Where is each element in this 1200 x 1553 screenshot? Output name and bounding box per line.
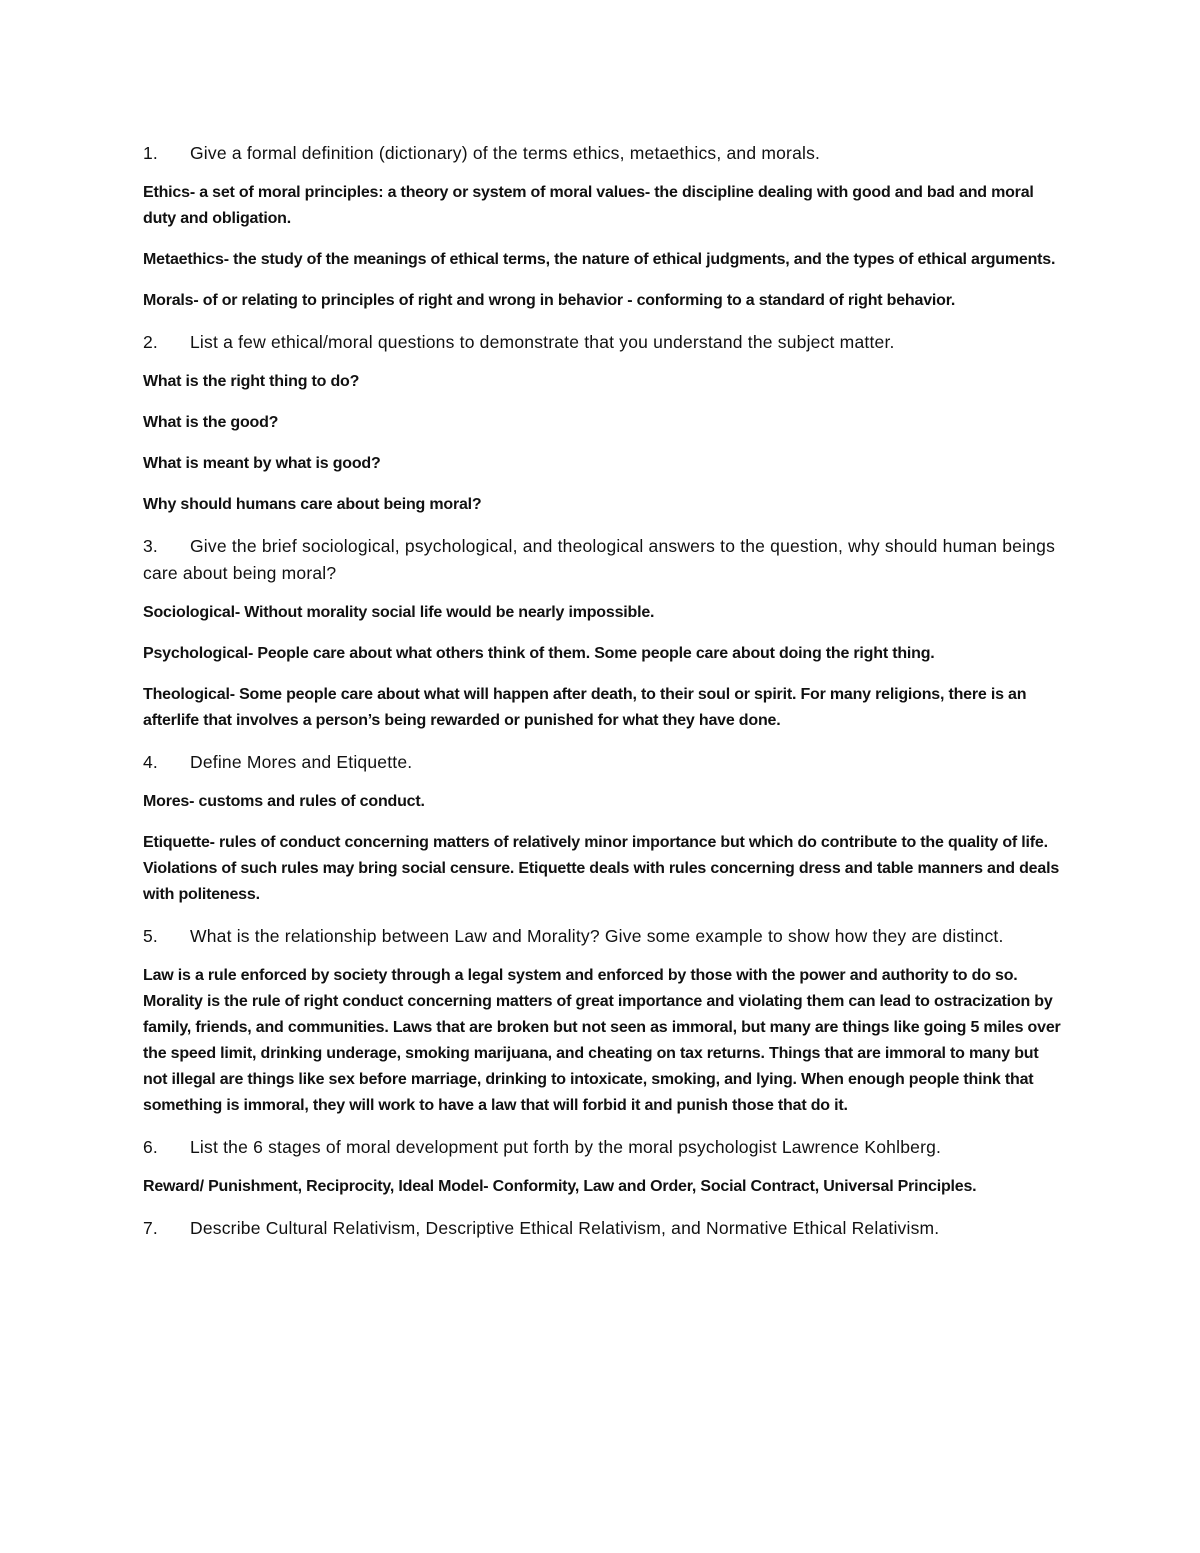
question-text: Define Mores and Etiquette. xyxy=(190,752,413,772)
answer-kohlberg-stages: Reward/ Punishment, Reciprocity, Ideal Model- Conformity, Law and Order, Social Contract, Universal Principles. xyxy=(143,1178,977,1195)
question-text: Give a formal definition (dictionary) of the terms ethics, metaethics, and morals. xyxy=(190,143,821,163)
question-number: 7. xyxy=(143,1218,158,1238)
question-3 xyxy=(143,533,1063,587)
answer-question-4: Why should humans care about being moral? xyxy=(143,496,482,513)
answer-ethics: Ethics- a set of moral principles: a theory or system of moral values- the discipline dealing with good and bad and moral duty and obligation. xyxy=(143,184,1034,227)
question-7 xyxy=(143,1215,1063,1242)
question-5 xyxy=(143,923,1063,950)
question-number: 1. xyxy=(143,143,158,163)
question-text: Give the brief sociological, psychological, and theological answers to the question, why should human beings care about being moral? xyxy=(143,536,1056,583)
question-text: Describe Cultural Relativism, Descriptive Ethical Relativism, and Normative Ethical Relativism. xyxy=(190,1218,940,1238)
answer-etiquette: Etiquette- rules of conduct concerning matters of relatively minor importance but which do contribute to the quality of life. Violations of such rules may bring social censure. Etiquette deals with rules concerning dress and table manners and deals with politeness. xyxy=(143,834,1060,903)
question-text: List a few ethical/moral questions to demonstrate that you understand the subject matter. xyxy=(190,332,895,352)
question-number: 4. xyxy=(143,752,158,772)
question-number: 5. xyxy=(143,926,158,946)
answer-morals: Morals- of or relating to principles of right and wrong in behavior - conforming to a standard of right behavior. xyxy=(143,292,956,309)
question-number: 3. xyxy=(143,536,158,556)
question-2 xyxy=(143,329,1063,356)
question-number: 6. xyxy=(143,1137,158,1157)
question-1 xyxy=(143,140,1063,167)
question-6 xyxy=(143,1134,1063,1161)
question-4 xyxy=(143,749,1063,776)
question-text: List the 6 stages of moral development put forth by the moral psychologist Lawrence Kohlberg. xyxy=(190,1137,942,1157)
answer-question-2: What is the good? xyxy=(143,414,279,431)
answer-law-morality: Law is a rule enforced by society through a legal system and enforced by those with the power and authority to do so. Morality is the rule of right conduct concerning matters of great importance and violating them can lead to ostracization by family, friends, and communities. Laws that are broken but not seen as immoral, but many are things like going 5 miles over the speed limit, drinking underage, smoking marijuana, and cheating on tax returns. Things that are immoral to many but not illegal are things like sex before marriage, drinking to intoxicate, smoking, and lying. When enough people think that something is immoral, they will work to have a law that will forbid it and punish those that do it. xyxy=(143,967,1061,1114)
answer-theological: Theological- Some people care about what will happen after death, to their soul or spirit. For many religions, there is an afterlife that involves a person’s being rewarded or punished for what they have done. xyxy=(143,686,1027,729)
answer-metaethics: Metaethics- the study of the meanings of ethical terms, the nature of ethical judgments, and the types of ethical arguments. xyxy=(143,251,1056,268)
answer-psychological: Psychological- People care about what others think of them. Some people care about doing the right thing. xyxy=(143,645,935,662)
document-body xyxy=(143,140,1063,1255)
answer-mores: Mores- customs and rules of conduct. xyxy=(143,793,425,810)
answer-sociological: Sociological- Without morality social life would be nearly impossible. xyxy=(143,604,655,621)
question-text: What is the relationship between Law and Morality? Give some example to show how they are distinct. xyxy=(190,926,1004,946)
answer-question-3: What is meant by what is good? xyxy=(143,455,381,472)
answer-question-1: What is the right thing to do? xyxy=(143,373,360,390)
question-number: 2. xyxy=(143,332,158,352)
